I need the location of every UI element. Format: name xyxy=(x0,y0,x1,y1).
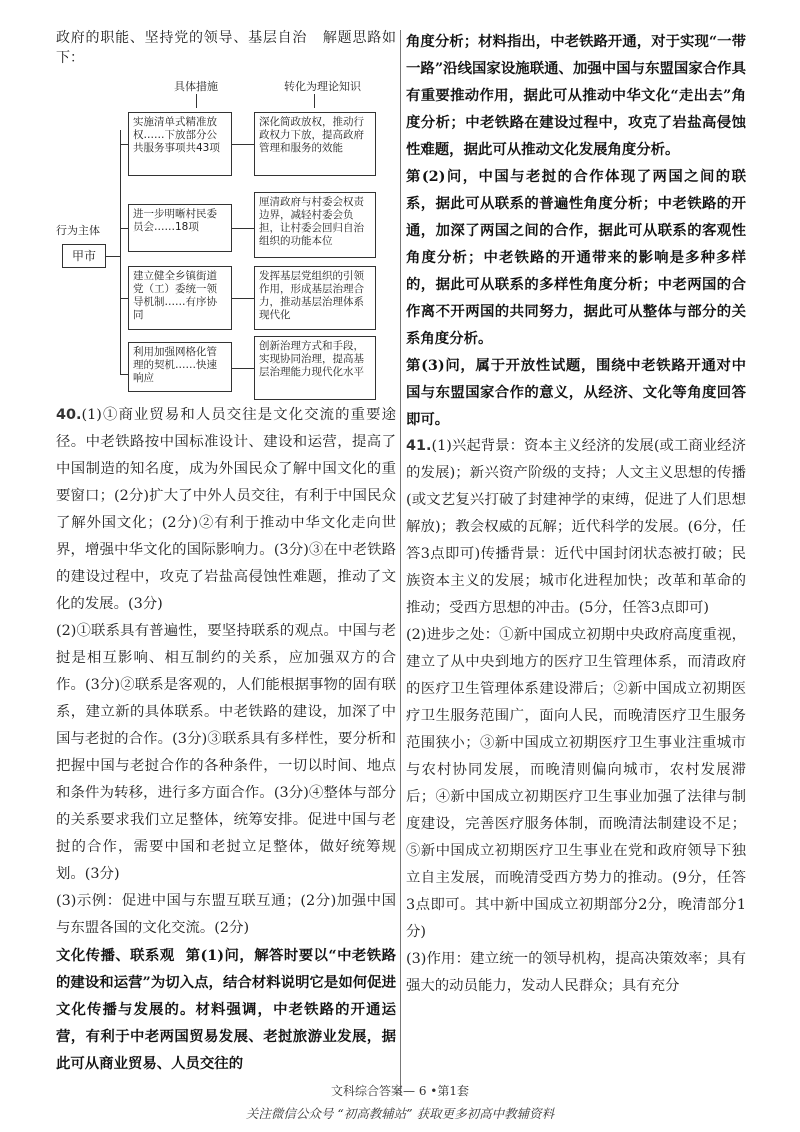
q41-part3: (3)作用：建立统一的领导机构，提高决策效率；具有强大的动员能力，发动人民群众；具有充分 xyxy=(406,951,746,994)
label-actor: 行为主体 xyxy=(56,224,100,237)
q41-number: 41. xyxy=(406,438,432,454)
intro-topics: 政府的职能、坚持党的领导、基层自治 xyxy=(56,30,308,46)
measure-box-3: 建立健全乡镇街道党（工）委统一领导机制……有序协同 xyxy=(128,266,232,330)
theory-box-2: 厘清政府与村委会权责边界，减轻村委会负担，让村委会回归自治组织的功能本位 xyxy=(254,192,376,258)
analysis-body: 第(1)问，解答时要以“中老铁路的建设和运营”为切入点，结合材料说明它是如何促进文化传播与发展的。材料强调，中老铁路的开通运营，有利于中老两国贸易发展、老挝旅游业发展，据此可从商业贸易、人员交往的 xyxy=(56,947,396,1072)
analysis-continued-1: 角度分析；材料指出，中老铁路开通，对于实现“一带一路”沿线国家设施联通、加强中国与东盟国家合作具有重要推动作用，据此可从推动中华文化“走出去”角度分析；中老铁路在建设过程中，攻克了岩盐高侵蚀性难题，据此可从推动文化发展角度分析。 xyxy=(406,33,746,158)
intro-tail: 解题思路如下： xyxy=(56,30,396,66)
analysis-continued-2: 第(2)问，中国与老挝的合作体现了两国之间的联系，据此可从联系的普遍性角度分析；中老铁路的开通，加深了两国之间的合作，据此可从联系的客观性角度分析；中老铁路的开通带来的影响是多种多样的，据此可从联系的多样性角度分析；中老两国的合作离不开两国的共同努力，据此可从整体与部分的关系角度分析。 xyxy=(406,168,746,347)
theory-box-4: 创新治理方式和手段，实现协同治理，提高基层治理能力现代化水平 xyxy=(254,336,376,400)
intro-line xyxy=(56,28,396,68)
page-label: 文科综合答案— 6 •第1套 xyxy=(331,1084,469,1098)
measure-box-1: 实施清单式精准放权……下放部分公共服务事项共43项 xyxy=(128,112,232,176)
branch-3 xyxy=(120,298,128,299)
arrow-theory xyxy=(314,94,315,108)
q40-part3: (3)示例：促进中国与东盟互联互通；(2分)加强中国与东盟各国的文化交流。(2分) xyxy=(56,893,396,936)
theory-box-3: 发挥基层党组织的引领作用，形成基层治理合力，推动基层治理体系现代化 xyxy=(254,266,376,330)
q40-part1 xyxy=(56,402,396,618)
solution-diagram xyxy=(56,72,396,402)
q40-analysis xyxy=(56,942,396,1077)
trunk-h xyxy=(106,256,120,257)
label-theory: 转化为理论知识 xyxy=(284,80,361,93)
analysis-continued-3: 第(3)问，属于开放性试题，围绕中老铁路开通对中国与东盟国家合作的意义，从经济、文化等角度回答即可。 xyxy=(406,357,746,428)
q41-part1 xyxy=(406,433,746,622)
left-column xyxy=(56,28,396,1077)
q41-part2: (2)进步之处：①新中国成立初期中央政府高度重视，建立了从中央到地方的医疗卫生管理体系，而清政府的医疗卫生管理体系建设滞后；②新中国成立初期医疗卫生服务范围广，面向人民，而晚清医疗卫生服务范围狭小；③新中国成立初期医疗卫生事业注重城市与农村协同发展，而晚清则偏向城市，农村发展滞后；④新中国成立初期医疗卫生事业加强了法律与制度建设，完善医疗服务体制，而晚清法制建设不足；⑤新中国成立初期医疗卫生事业在党和政府领导下独立自主发展，而晚清受西方势力的推动。(9分，任答3点即可。其中新中国成立初期部分2分，晚清部分1分) xyxy=(406,627,746,940)
column-divider xyxy=(400,30,401,1095)
promo-line: 关注微信公众号 “初高教辅站” 获取更多初高中教辅资料 xyxy=(245,1106,555,1121)
branch-4 xyxy=(120,374,128,375)
measure-box-2: 进一步明晰村民委员会……18项 xyxy=(128,204,232,252)
trunk-v xyxy=(120,130,121,374)
arrow-4 xyxy=(232,368,254,369)
q40-number: 40. xyxy=(56,407,82,423)
analysis-head: 文化传播、联系观 xyxy=(56,947,175,964)
measure-box-4: 利用加强网格化管理的契机……快速响应 xyxy=(128,342,232,392)
branch-1 xyxy=(120,144,128,145)
right-column xyxy=(406,28,746,1000)
arrow-2 xyxy=(232,228,254,229)
q41-part1-text: (1)兴起背景：资本主义经济的发展(或工商业经济的发展)；新兴资产阶级的支持；人文主义思想的传播(或文艺复兴打破了封建神学的束缚，促进了人们思想解放)；教会权威的瓦解；近代科学的发展。(6分，任答3点即可)传播背景：近代中国封闭状态被打破；民族资本主义的发展；城市化进程加快；改革和革命的推动；受西方思想的冲击。(5分，任答3点即可) xyxy=(406,438,746,616)
theory-box-1: 深化简政放权，推动行政权力下放，提高政府管理和服务的效能 xyxy=(254,112,376,176)
q40-part1-text: (1)①商业贸易和人员交往是文化交流的重要途径。中老铁路按中国标准设计、建设和运营，提高了中国制造的知名度，成为外国民众了解中国文化的重要窗口；(2分)扩大了中外人员交往，有利于中国民众了解外国文化；(2分)②有利于推动中华文化走向世界，增强中华文化的国际影响力。(3分)③在中老铁路的建设过程中，攻克了岩盐高侵蚀性难题，推动了文化的发展。(3分) xyxy=(56,407,396,612)
label-measures: 具体措施 xyxy=(174,80,218,93)
arrow-1 xyxy=(232,144,254,145)
arrow-measures xyxy=(196,94,197,108)
branch-2 xyxy=(120,228,128,229)
q40-part2: (2)①联系具有普遍性，要坚持联系的观点。中国与老挝是相互影响、相互制约的关系，应加强双方的合作。(3分)②联系是客观的，人们能根据事物的固有联系，建立新的具体联系。中老铁路的建设，加深了中国与老挝的合作。(3分)③联系具有多样性，要分析和把握中国与老挝合作的各种条件，一切以时间、地点和条件为转移，进行多方面合作。(3分)④整体与部分的关系要求我们立足整体，统筹安排。促进中国与老挝的合作，需要中国和老挝立足整体，做好统筹规划。(3分) xyxy=(56,623,396,882)
arrow-3 xyxy=(232,298,254,299)
actor-box: 甲市 xyxy=(62,244,106,268)
